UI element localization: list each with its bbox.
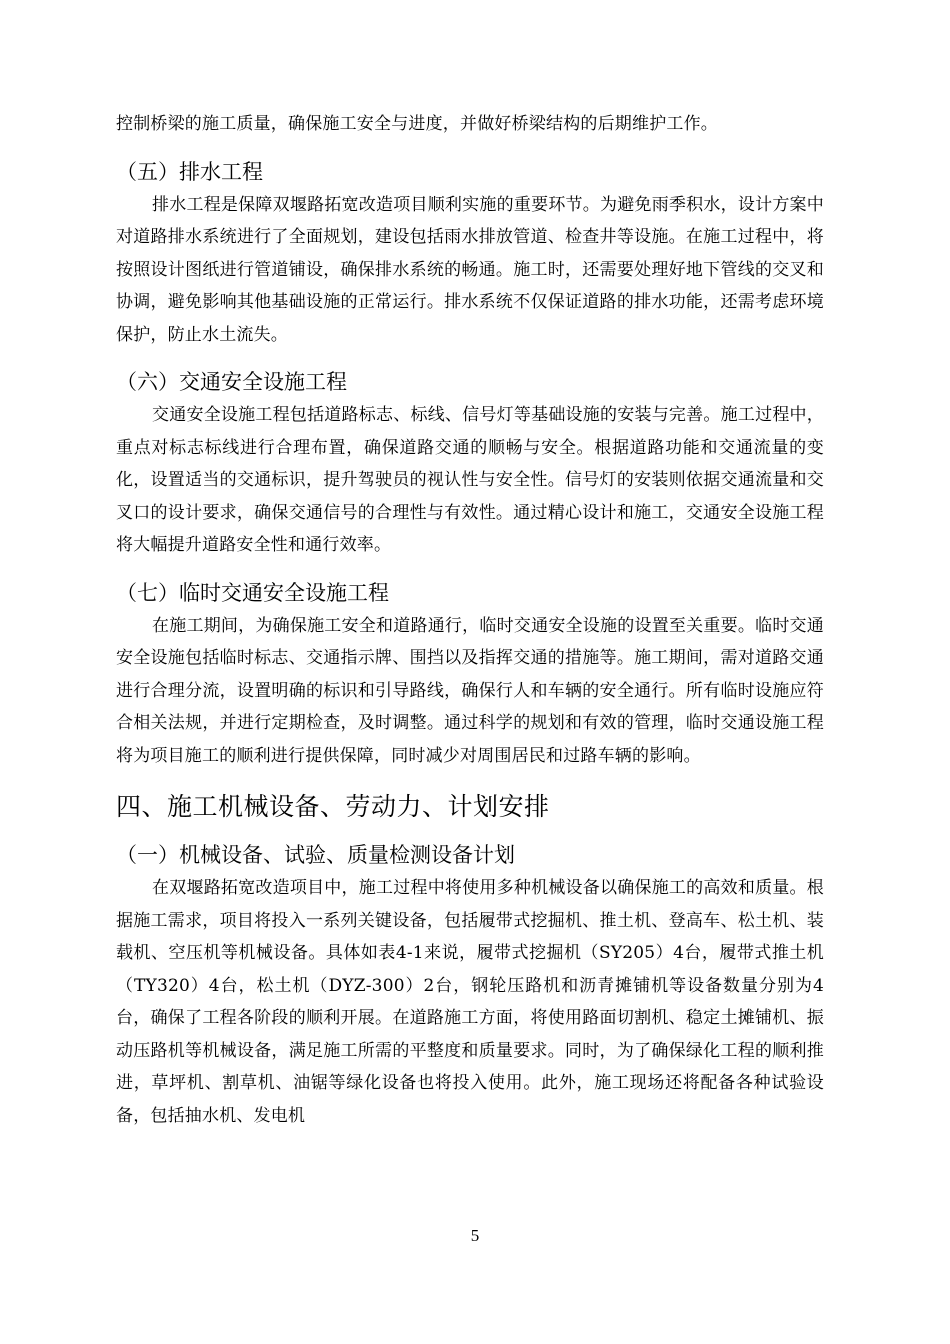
subsection-heading-equipment: （一）机械设备、试验、质量检测设备计划 <box>116 843 515 867</box>
continuation-paragraph: 控制桥梁的施工质量，确保施工安全与进度，并做好桥梁结构的后期维护工作。 <box>116 114 718 134</box>
document-page <box>116 108 824 1132</box>
page-number: 5 <box>470 1226 480 1245</box>
section-body-temporary-traffic: 在施工期间，为确保施工安全和道路通行，临时交通安全设施的设置至关重要。临时交通安全设施包括临时标志、交通指示牌、围挡以及指挥交通的措施等。施工期间，需对道路交通进行合理分流，设置明确的标识和引导路线，确保行人和车辆的安全通行。所有临时设施应符合相关法规，并进行定期检查，及时调整。通过科学的规划和有效的管理，临时交通设施工程将为项目施工的顺利进行提供保障，同时减少对周围居民和过路车辆的影响。 <box>116 615 824 766</box>
chapter-heading: 四、施工机械设备、劳动力、计划安排 <box>116 792 550 821</box>
section-heading-temporary-traffic: （七）临时交通安全设施工程 <box>116 580 389 605</box>
section-body-drainage: 排水工程是保障双堰路拓宽改造项目顺利实施的重要环节。为避免雨季积水，设计方案中对道路排水系统进行了全面规划，建设包括雨水排放管道、检查井等设施。在施工过程中，将按照设计图纸进行管道铺设，确保排水系统的畅通。施工时，还需要处理好地下管线的交叉和协调，避免影响其他基础设施的正常运行。排水系统不仅保证道路的排水功能，还需考虑环境保护，防止水土流失。 <box>116 194 824 345</box>
section-heading-traffic-safety: （六）交通安全设施工程 <box>116 370 347 394</box>
subsection-body-equipment: 在双堰路拓宽改造项目中，施工过程中将使用多种机械设备以确保施工的高效和质量。根据施工需求，项目将投入一系列关键设备，包括履带式挖掘机、推土机、登高车、松土机、装载机、空压机等机械设备。具体如表4-1来说，履带式挖掘机（SY205）4台，履带式推土机（TY320）4台，松土机（DYZ-300）2台，钢轮压路机和沥青摊铺机等设备数量分别为4台，确保了工程各阶段的顺利开展。在道路施工方面，将使用路面切割机、稳定土摊铺机、振动压路机等机械设备，满足施工所需的平整度和质量要求。同时，为了确保绿化工程的顺利推进，草坪机、割草机、油锯等绿化设备也将投入使用。此外，施工现场还将配备各种试验设备，包括抽水机、发电机 <box>116 878 824 1126</box>
section-body-traffic-safety: 交通安全设施工程包括道路标志、标线、信号灯等基础设施的安装与完善。施工过程中，重点对标志标线进行合理布置，确保道路交通的顺畅与安全。根据道路功能和交通流量的变化，设置适当的交通标识，提升驾驶员的视认性与安全性。信号灯的安装则依据交通流量和交叉口的设计要求，确保交通信号的合理性与有效性。通过精心设计和施工，交通安全设施工程将大幅提升道路安全性和通行效率。 <box>116 405 824 555</box>
section-heading-drainage: （五）排水工程 <box>116 159 263 184</box>
